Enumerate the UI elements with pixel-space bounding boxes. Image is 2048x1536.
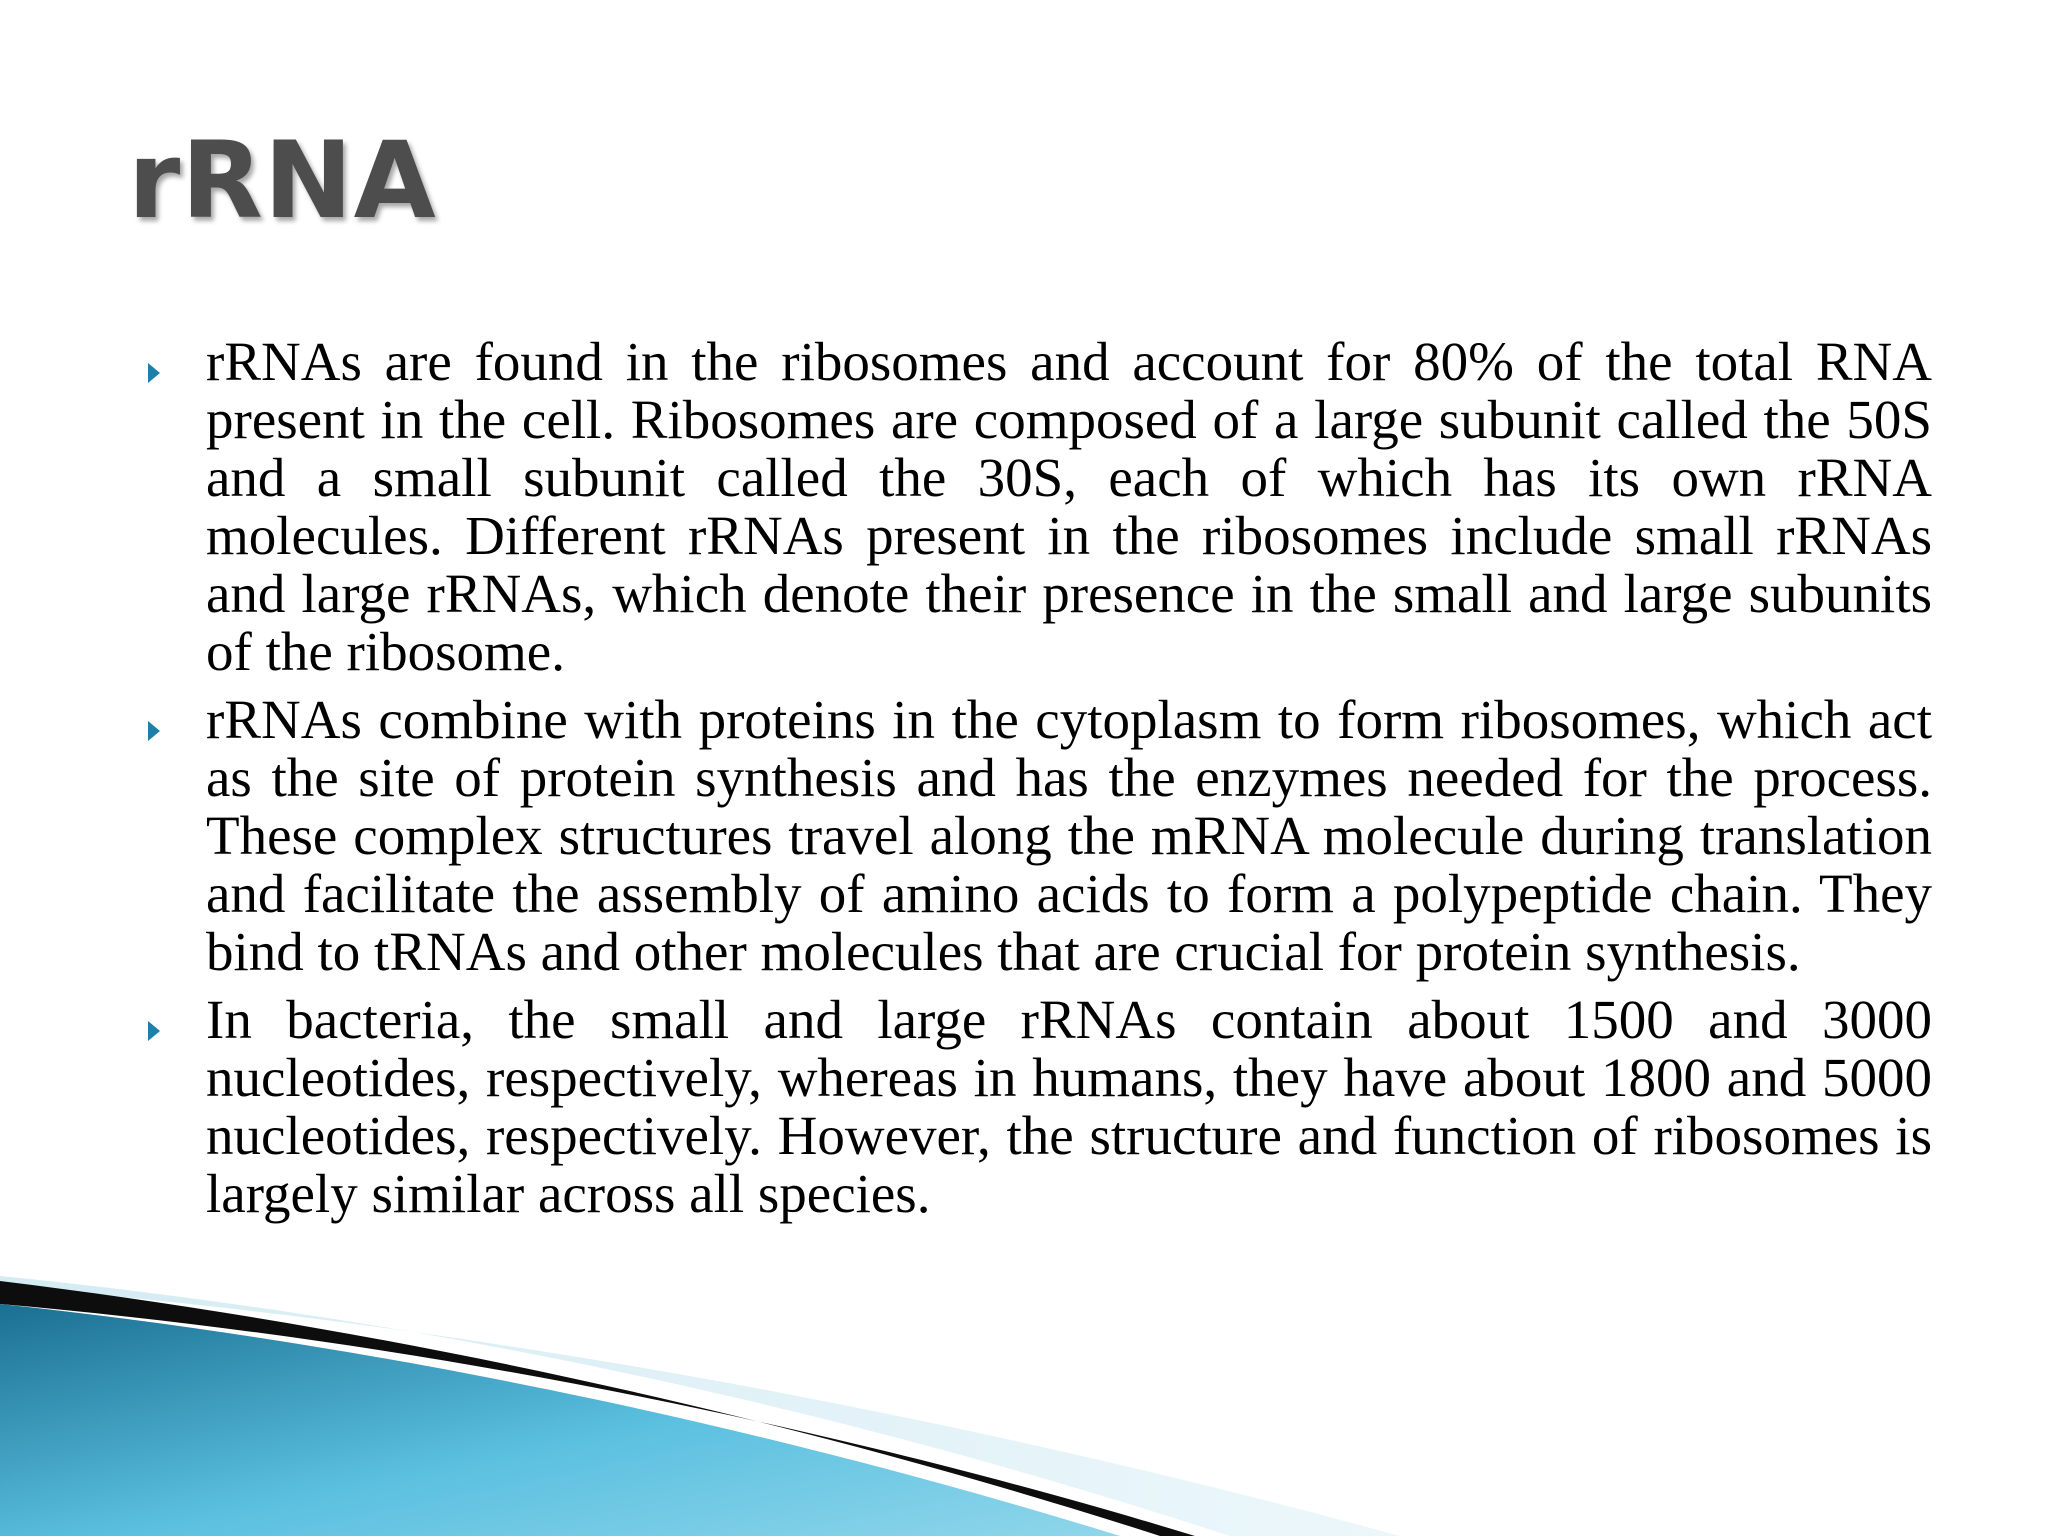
bullet-item <box>140 333 1932 681</box>
swoosh-blue-wedge <box>0 1304 1120 1536</box>
bullet-text: rRNAs are found in the ribosomes and account for 80% of the total RNA present in the cell. Ribosomes are composed of a large subunit called the 50S and a small subunit called the 30S, each of which has its own rRNA molecules. Different rRNAs present in the ribosomes include small rRNAs and large rRNAs, which denote their presence in the small and large subunits of the ribosome. <box>206 331 1932 682</box>
slide-title: rRNA <box>128 119 437 242</box>
triangle-bullet-icon <box>148 363 160 383</box>
triangle-bullet-icon <box>148 721 160 741</box>
bullet-text: In bacteria, the small and large rRNAs contain about 1500 and 3000 nucleotides, respectively, whereas in humans, they have about 1800 and 5000 nucleotides, respectively. However, the structure and function of ribosomes is largely similar across all species. <box>206 989 1932 1224</box>
bullet-list <box>140 333 1932 1233</box>
bullet-text: rRNAs combine with proteins in the cytoplasm to form ribosomes, which act as the site of protein synthesis and has the enzymes needed for the process. These complex structures travel along the mRNA molecule during translation and facilitate the assembly of amino acids to form a polypeptide chain. They bind to tRNAs and other molecules that are crucial for protein synthesis. <box>206 689 1932 982</box>
decorative-swoosh <box>0 1276 2048 1536</box>
bullet-item <box>140 691 1932 981</box>
triangle-bullet-icon <box>148 1021 160 1041</box>
bullet-item <box>140 991 1932 1223</box>
